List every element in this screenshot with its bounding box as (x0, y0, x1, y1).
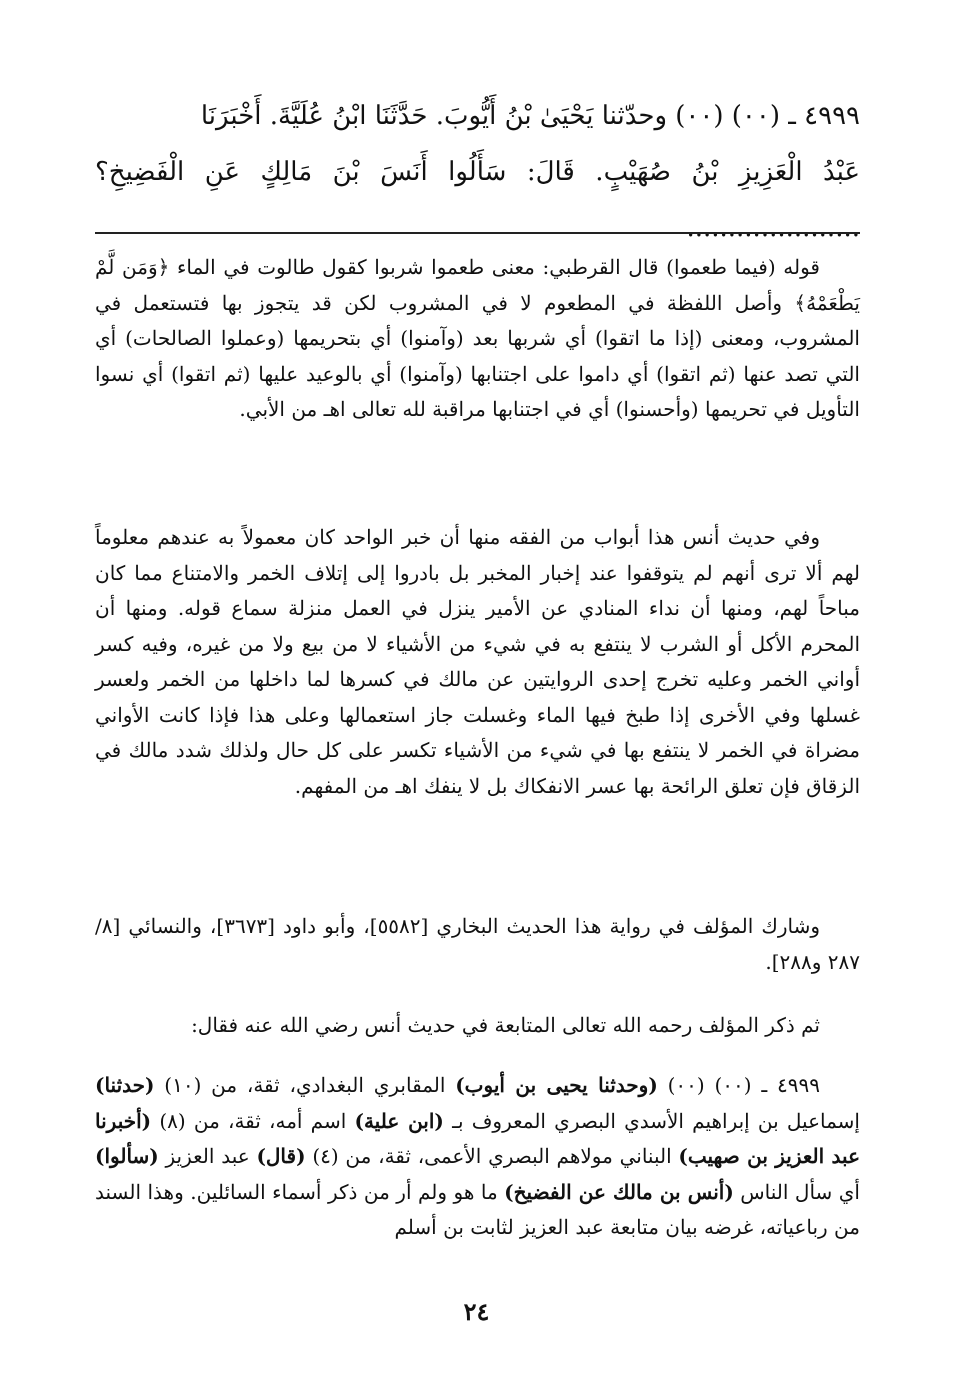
bold-run: (أخبرنا عبد العزيز بن صهيب) (95, 1108, 861, 1168)
text-run: اسم أمه، ثقة، من (٨) (151, 1108, 355, 1133)
bold-run: (أنس بن مالك عن الفضيخ) (504, 1179, 734, 1204)
hadith-line-2 (95, 144, 860, 256)
page-number: ٢٤ (463, 1297, 490, 1326)
text-run: ما هو ولم أر من ذكر أسماء السائلين. وهذا السند من رباعياته، غرضه بيان متابعة عبد العزيز لثابت بن أسلم (95, 1179, 860, 1239)
text-run: عبد العزيز (158, 1144, 257, 1168)
commentary-text-2: وفي حديث أنس هذا أبواب من الفقه منها أن خبر الواحد كان معمولاً به عندهم معلوماً لهم ألا ترى أنهم لم يتوقفوا عند إخبار المخبر بل بادروا إلى إتلاف الخمر والامتناع مما كان مباحاً لهم، ومنها أن نداء المنادي عن الأمير ينزل في العمل منزلة سماع قوله. ومنها أن المحرم الأكل أو الشرب لا ينتفع به في شيء من الأشياء لا من بيع ولا من غيره، وفيه كسر أواني الخمر وعليه تخرج إحدى الروايتين عن مالك في كسرها لما داخلها من الخمر ولعسر غسلها وفي الأخرى إذا طبخ فيها الماء وغسلت جاز استعمالها وعلى هذا فإذا كانت الأواني مضراة في الخمر لا ينتفع بها في شيء من الأشياء تكسر على كل حال ولذلك شدد مالك في الزقاق فإن تعلق الرائحة بها عسر الانفكاك بل لا ينفك اهـ من المفهم. (95, 525, 860, 798)
text-run: البناني مولاهم البصري الأعمى، ثقة، من (٤) (305, 1144, 679, 1168)
hadith-ellipsis: ..................... (686, 213, 860, 243)
text-run: المقابري البغدادي، ثقة، من (١٠) (154, 1073, 456, 1097)
bold-run: (وحدثنا يحيى بن أيوب) (455, 1073, 658, 1097)
hadith-line-1: ٤٩٩٩ ـ (٠٠) (٠٠) وحدّثنا يَحْيَىٰ بْنُ أَيُّوبَ. حَدَّثَنَا ابْنُ عُلَيَّةَ. أَخْبَرَنَا (200, 101, 860, 131)
bold-run: (ابن علية) (354, 1108, 444, 1133)
commentary-text-4: ثم ذكر المؤلف رحمه الله تعالى المتابعة في حديث أنس رضي الله عنه فقال: (191, 1013, 820, 1037)
commentary-paragraph-1 (95, 250, 860, 428)
commentary-text-1: قوله (فيما طعموا) قال القرطبي: معنى طعموا شربوا كقول طالوت في الماء ﴿وَمَن لَّمْ يَطْعَمْهُ﴾ وأصل اللفظة في المطعوم لا في المشروب لكن قد يتجوز بها فتستعمل في المشروب، ومعنى (إذا ما اتقوا) أي شربها بعد (وآمنوا) أي بتحريمها (وعملوا الصالحات) أي التي تصد عنها (ثم اتقوا) أي داموا على اجتنابها (وآمنوا) أي بالوعيد عليها (ثم اتقوا) أي نسوا التأويل في تحريمها (وأحسنوا) أي في اجتنابها مراقبة لله تعالى اهـ من الأبي. (95, 255, 860, 421)
commentary-text-5 (95, 1068, 860, 1246)
bold-run: (قال) (256, 1144, 306, 1168)
commentary-paragraph-3 (95, 909, 860, 980)
commentary-paragraph-5 (95, 1068, 860, 1246)
bold-run: (سألوا) (95, 1144, 159, 1168)
hadith-text (95, 88, 860, 256)
commentary-text-3: وشارك المؤلف في رواية هذا الحديث البخاري [٥٥٨٢]، وأبو داود [٣٦٧٣]، والنسائي [٨/ ٢٨٧ و٢٨٨]. (95, 914, 860, 974)
bold-run: (حدثنا) (95, 1073, 155, 1097)
separator-line (95, 232, 860, 234)
text-run: ٤٩٩٩ ـ (٠٠) (٠٠) (657, 1073, 820, 1097)
hadith-line-2-text: عَبْدُ الْعَزِيزِ بْنُ صُهَيْبٍ. قَالَ: سَأَلُوا أَنَسَ بْنَ مَالِكٍ عَنِ الْفَضِيخِ؟ (95, 157, 860, 187)
text-run: أي سأل الناس (733, 1179, 860, 1204)
text-run: إسماعيل بن إبراهيم الأسدي البصري المعروف بـ (443, 1108, 860, 1133)
commentary-paragraph-2 (95, 520, 860, 804)
commentary-paragraph-4 (95, 1008, 860, 1044)
